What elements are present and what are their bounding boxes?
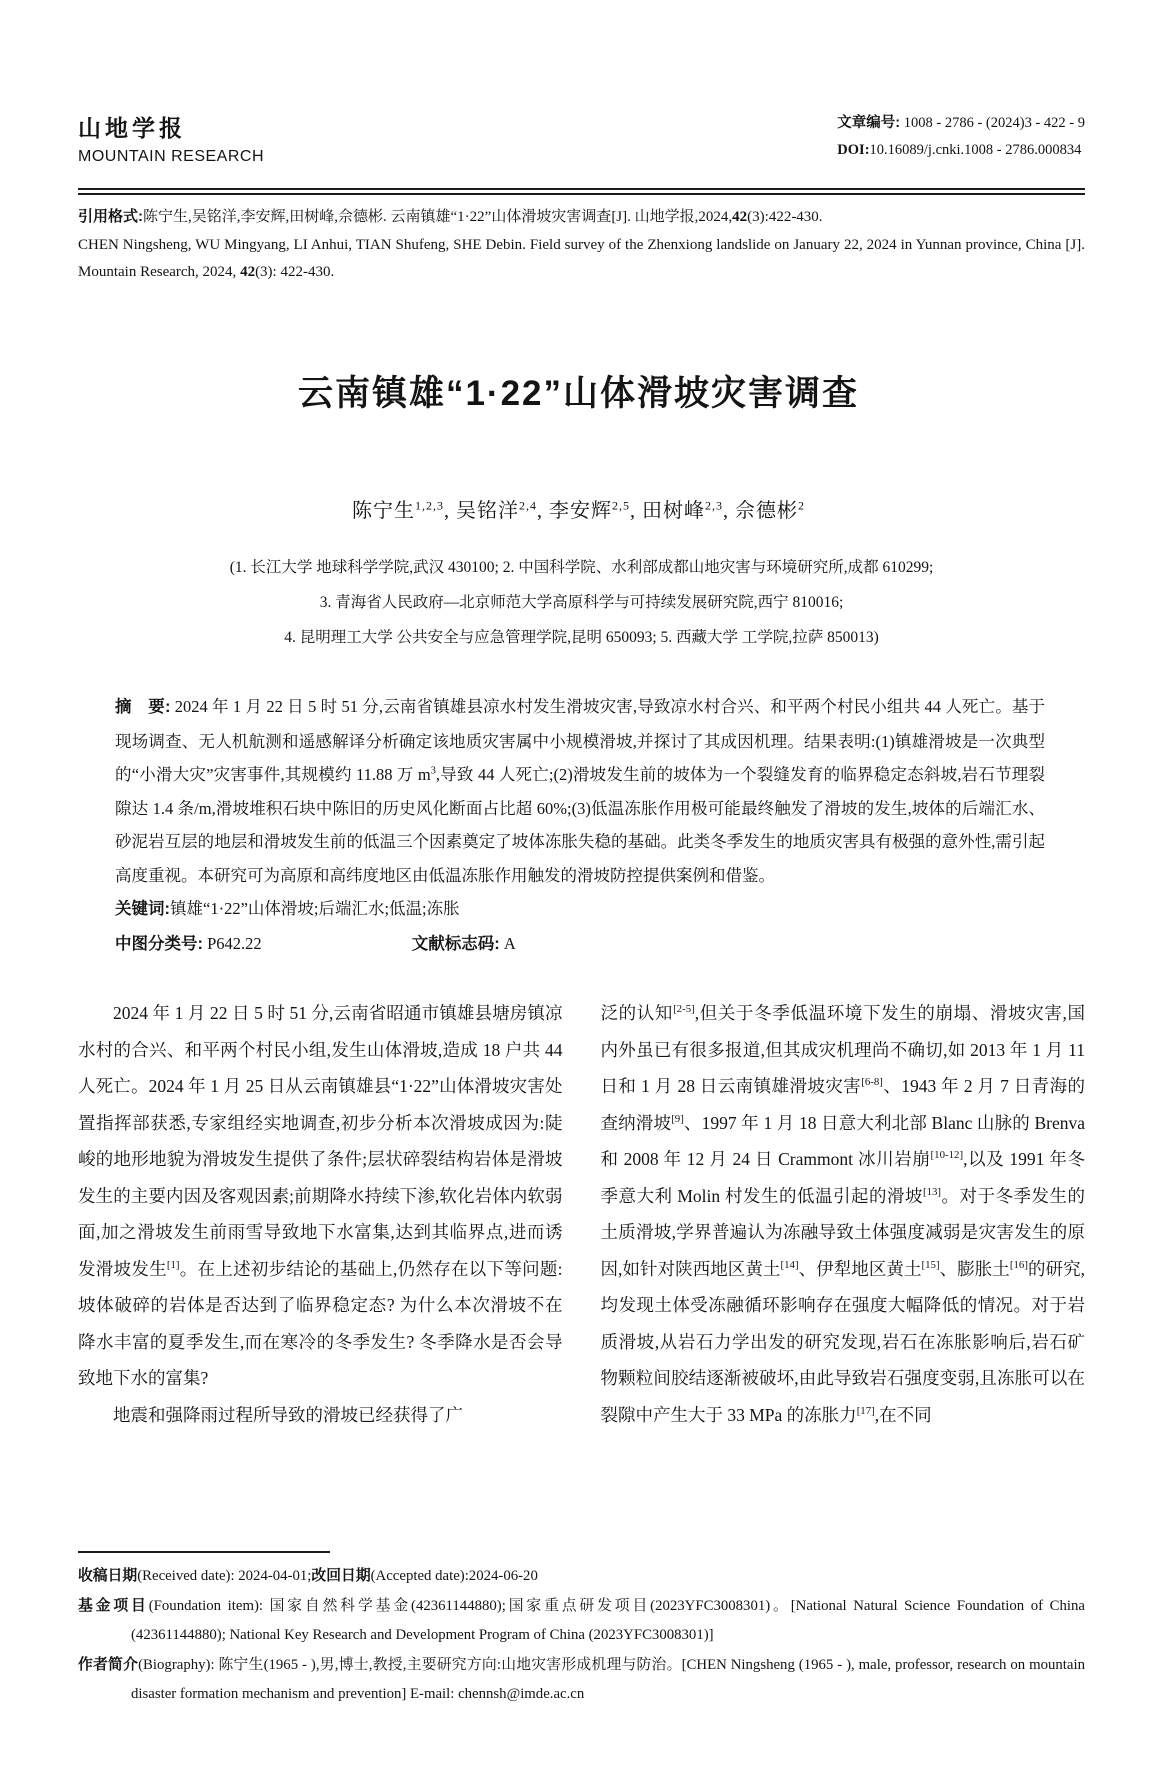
body-columns xyxy=(78,995,1085,1433)
footnote-divider xyxy=(78,1551,330,1553)
citation-cn-text: 陈宁生,吴铭洋,李安辉,田树峰,佘德彬. 云南镇雄“1·22”山体滑坡灾害调查[J]. 山地学报,2024,42(3):422-430. xyxy=(143,209,823,225)
citation-cn xyxy=(78,203,1085,232)
abstract-text: 2024 年 1 月 22 日 5 时 51 分,云南省镇雄县凉水村发生滑坡灾害,导致凉水村合兴、和平两个村民小组共 44 人死亡。基于现场调查、无人机航测和遥感解译分析确定该地质灾害属中小规模滑坡,并探讨了其成因机理。结果表明:(1)镇雄滑坡是一次典型的“小滑大灾”灾害事件,其规模约 11.88 万 $m^3$,导致 44 人死亡;(2)滑坡发生前的坡体为一个裂缝发育的临界稳定态斜坡,岩石节理裂隙达 1.4 条/m,滑坡堆积石块中陈旧的历史风化断面占比超 60%;(3)低温冻胀作用极可能最终触发了滑坡的发生,坡体的后端汇水、砂泥岩互层的地层和滑坡发生前的低温三个因素奠定了坡体冻胀失稳的基础。此类冬季发生的地质灾害具有极强的意外性,需引起高度重视。本研究可为高原和高纬度地区由低温冻胀作用触发的滑坡防控提供案例和借鉴。 xyxy=(115,697,1046,885)
doi-value: 10.16089/j.cnki.1008 - 2786.000834 xyxy=(869,142,1082,158)
clc-label: 中图分类号: xyxy=(115,934,203,953)
citation-block xyxy=(78,203,1085,287)
body-paragraph: 泛的认知[2-5],但关于冬季低温环境下发生的崩塌、滑坡灾害,国内外虽已有很多报道,但其成灾机理尚不确切,如 2013 年 1 月 11 日和 1 月 28 日云南镇雄滑坡灾害[6-8]、1943 年 2 月 7 日青海的查纳滑坡[9]、1997 年 1 月 18 日意大利北部 Blanc 山脉的 Brenva 和 2008 年 12 月 24 日 Crammont 冰川岩崩[10-12],以及 1991 年冬季意大利 Molin 村发生的低温引起的滑坡[13]。对于冬季发生的土质滑坡,学界普遍认为冻融导致土体强度减弱是灾害发生的原因,如针对陕西地区黄土[14]、伊犁地区黄土[15]、膨胀土[16]的研究,均发现土体受冻融循环影响存在强度大幅降低的情况。对于岩质滑坡,从岩石力学出发的研究发现,岩石在冻胀影响后,岩石矿物颗粒间胶结逐渐被破坏,由此导致岩石强度变弱,且冻胀可以在裂隙中产生大于 33 MPa 的冻胀力[17],在不同 xyxy=(600,1003,1086,1425)
article-number-line xyxy=(837,110,1085,137)
doc-code-label: 文献标志码: xyxy=(411,934,500,953)
abstract-label: 摘 要: xyxy=(115,698,171,716)
affiliation-line: 4. 昆明理工大学 公共安全与应急管理学院,昆明 650093; 5. 西藏大学 工学院,拉萨 850013) xyxy=(284,629,879,646)
affiliation-line: (1. 长江大学 地球科学学院,武汉 430100; 2. 中国科学院、水利部成都山地灾害与环境研究所,成都 610299; xyxy=(229,559,934,576)
footnotes xyxy=(78,1562,1085,1710)
header-divider xyxy=(78,188,1085,195)
citation-en: CHEN Ningsheng, WU Mingyang, LI Anhui, TIAN Shufeng, SHE Debin. Field survey of the Zhenxiong landslide on January 22, 2024 in Yunnan province, China [J]. Mountain Research, 2024, 42(3): 422-430. xyxy=(78,236,1085,280)
citation-label: 引用格式: xyxy=(78,208,143,225)
body-paragraph: 地震和强降雨过程所导致的滑坡已经获得了广 xyxy=(113,1404,463,1425)
article-number-value: 1008 - 2786 - (2024)3 - 422 - 9 xyxy=(903,115,1085,131)
doi-label: DOI: xyxy=(837,142,870,158)
abstract-paragraph xyxy=(115,690,1045,892)
article-number-label: 文章编号: xyxy=(837,115,901,131)
doi-line xyxy=(837,137,1085,164)
journal-name-en: MOUNTAIN RESEARCH xyxy=(78,148,264,165)
body-paragraph: 2024 年 1 月 22 日 5 时 51 分,云南省昭通市镇雄县塘房镇凉水村的合兴、和平两个村民小组,发生山体滑坡,造成 18 户共 44 人死亡。2024 年 1 月 25 日从云南镇雄县“1·22”山体滑坡灾害处置指挥部获悉,专家组经实地调查,初步分析本次滑坡成因为:陡峻的地形地貌为滑坡发生提供了条件;层状碎裂结构岩体是滑坡发生的主要内因及客观因素;前期降水持续下渗,软化岩体内软弱面,加之滑坡发生前雨雪导致地下水富集,达到其临界点,进而诱发滑坡发生[1]。在上述初步结论的基础上,仍然存在以下等问题: 坡体破碎的岩体是否达到了临界稳定态? 为什么本次滑坡不在降水丰富的夏季发生,而在寒冷的冬季发生? 冬季降水是否会导致地下水的富集? xyxy=(78,1003,563,1388)
article-identifiers xyxy=(837,110,1085,164)
keywords-line xyxy=(115,892,1045,927)
clc-value: P642.22 xyxy=(207,933,262,953)
received-date-line: 收稿日期(Received date): 2024-04-01;改回日期(Accepted date):2024-06-20 xyxy=(78,1568,538,1584)
foundation-item-line: 基金项目(Foundation item): 国家自然科学基金(42361144880);国家重点研发项目(2023YFC3008301)。[National Natural Science Foundation of China (42361144880); National Key Research and Development Program of China (2023YFC3008301)] xyxy=(78,1597,1085,1643)
affiliations xyxy=(78,550,1085,655)
biography-line: 作者简介(Biography): 陈宁生(1965 - ),男,博士,教授,主要研究方向:山地灾害形成机理与防治。[CHEN Ningsheng (1965 - ), male, professor, research on mountain disaster formation mechanism and prevention] E-mail: chennsh@imde.ac.cn xyxy=(78,1656,1085,1702)
keywords-text: 镇雄“1·22”山体滑坡;后端汇水;低温;冻胀 xyxy=(170,899,460,918)
left-column xyxy=(78,995,563,1433)
right-column xyxy=(601,995,1086,1433)
journal-identity xyxy=(78,110,264,166)
affiliation-line: 3. 青海省人民政府—北京师范大学高原科学与可持续发展研究院,西宁 810016; xyxy=(319,594,844,611)
keywords-label: 关键词: xyxy=(115,900,170,918)
article-title: 云南镇雄“1·22”山体滑坡灾害调查 xyxy=(297,374,860,413)
journal-name-cn: 山地学报 xyxy=(78,115,186,141)
abstract-section xyxy=(115,690,1045,961)
clc-line xyxy=(115,927,1045,962)
author-line: 陈宁生$^{1,2,3}$, 吴铭洋$^{2,4}$, 李安辉$^{2,5}$, 田树峰$^{2,3}$, 佘德彬$^2$ xyxy=(352,498,805,522)
masthead xyxy=(78,110,1085,166)
doc-code-value: A xyxy=(503,933,516,953)
